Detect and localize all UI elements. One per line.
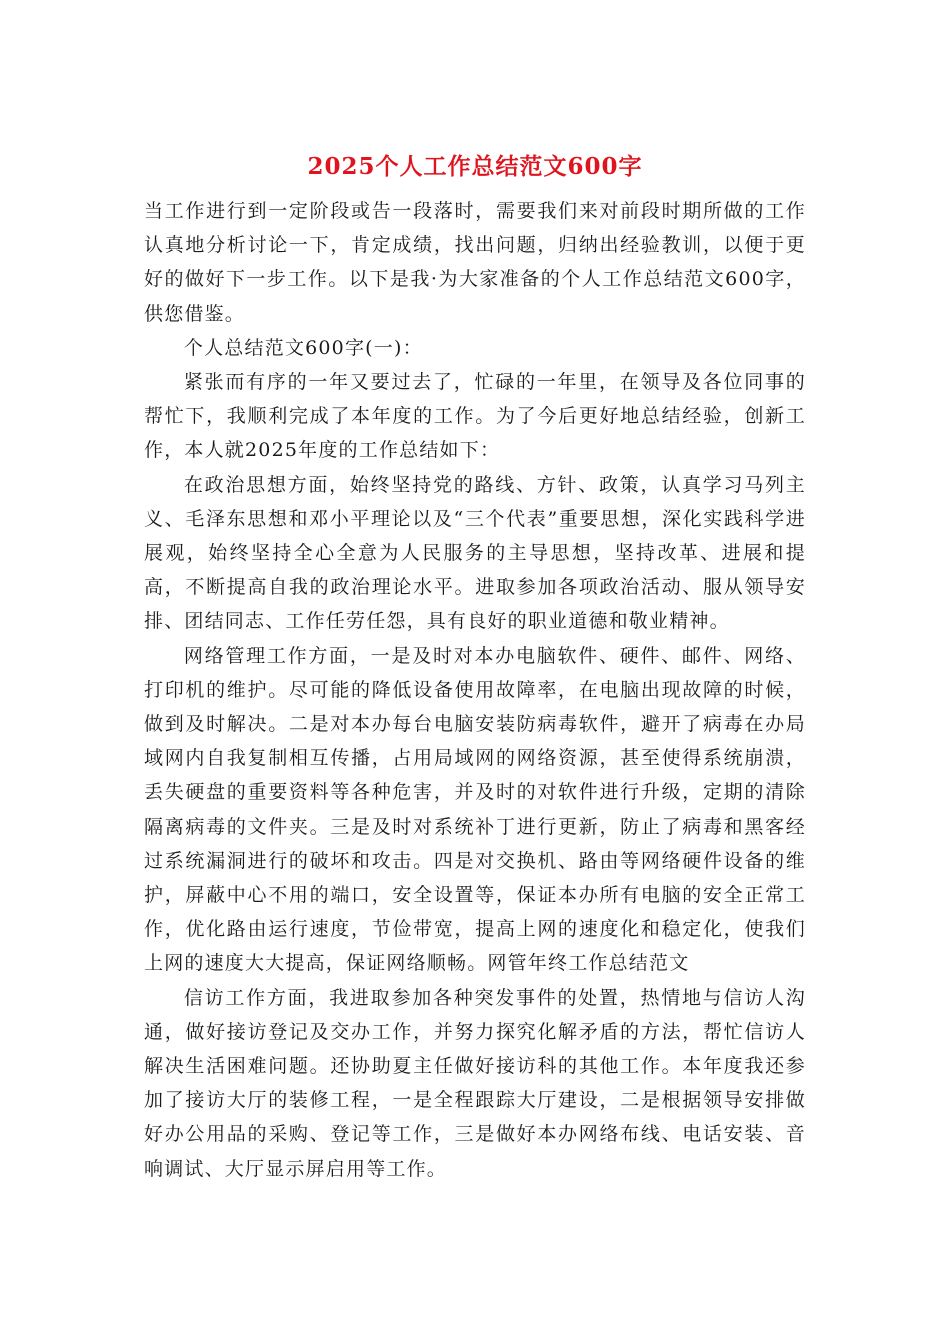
paragraph-network-management: 网络管理工作方面，一是及时对本办电脑软件、硬件、邮件、网络、打印机的维护。尽可能的降低设备使用故障率，在电脑出现故障的时候，做到及时解决。二是对本办每台电脑安装防病毒软件，避开了病毒在办局域网内自我复制相互传播，占用局域网的网络资源，甚至使得系统崩溃，丢失硬盘的重要资料等各种危害，并及时的对软件进行升级，定期的清除隔离病毒的文件夹。三是及时对系统补丁进行更新，防止了病毒和黑客经过系统漏洞进行的破坏和攻击。四是对交换机、路由等网络硬件设备的维护，屏蔽中心不用的端口，安全设置等，保证本办所有电脑的安全正常工作，优化路由运行速度，节俭带宽，提高上网的速度化和稳定化，使我们上网的速度大大提高，保证网络顺畅。网管年终工作总结范文 bbox=[144, 644, 806, 975]
paragraph-opening: 紧张而有序的一年又要过去了，忙碌的一年里，在领导及各位同事的帮忙下，我顺利完成了本年度的工作。为了今后更好地总结经验，创新工作，本人就2025年度的工作总结如下： bbox=[144, 371, 806, 462]
paragraph-intro: 当工作进行到一定阶段或告一段落时，需要我们来对前段时期所做的工作认真地分析讨论一下，肯定成绩，找出问题，归纳出经验教训，以便于更好的做好下一步工作。以下是我·为大家准备的个人工作总结范文600字，供您借鉴。 bbox=[144, 200, 806, 325]
paragraph-petition-work: 信访工作方面，我进取参加各种突发事件的处置，热情地与信访人沟通，做好接访登记及交办工作，并努力探究化解矛盾的方法，帮忙信访人解决生活困难问题。还协助夏主任做好接访科的其他工作。本年度我还参加了接访大厅的装修工程，一是全程跟踪大厅建设，二是根据领导安排做好办公用品的采购、登记等工作，三是做好本办网络布线、电话安装、音响调试、大厅显示屏启用等工作。 bbox=[144, 986, 806, 1180]
document-body bbox=[144, 194, 806, 1186]
paragraph-political-thought: 在政治思想方面，始终坚持党的路线、方针、政策，认真学习马列主义、毛泽东思想和邓小平理论以及“三个代表”重要思想，深化实践科学进展观，始终坚持全心全意为人民服务的主导思想，坚持改革、进展和提高，不断提高自我的政治理论水平。进取参加各项政治活动、服从领导安排、团结同志、工作任劳任怨，具有良好的职业道德和敬业精神。 bbox=[144, 473, 806, 633]
document-title: 2025个人工作总结范文600字 bbox=[307, 153, 643, 180]
paragraph-section-heading: 个人总结范文600字(一)： bbox=[183, 336, 423, 359]
